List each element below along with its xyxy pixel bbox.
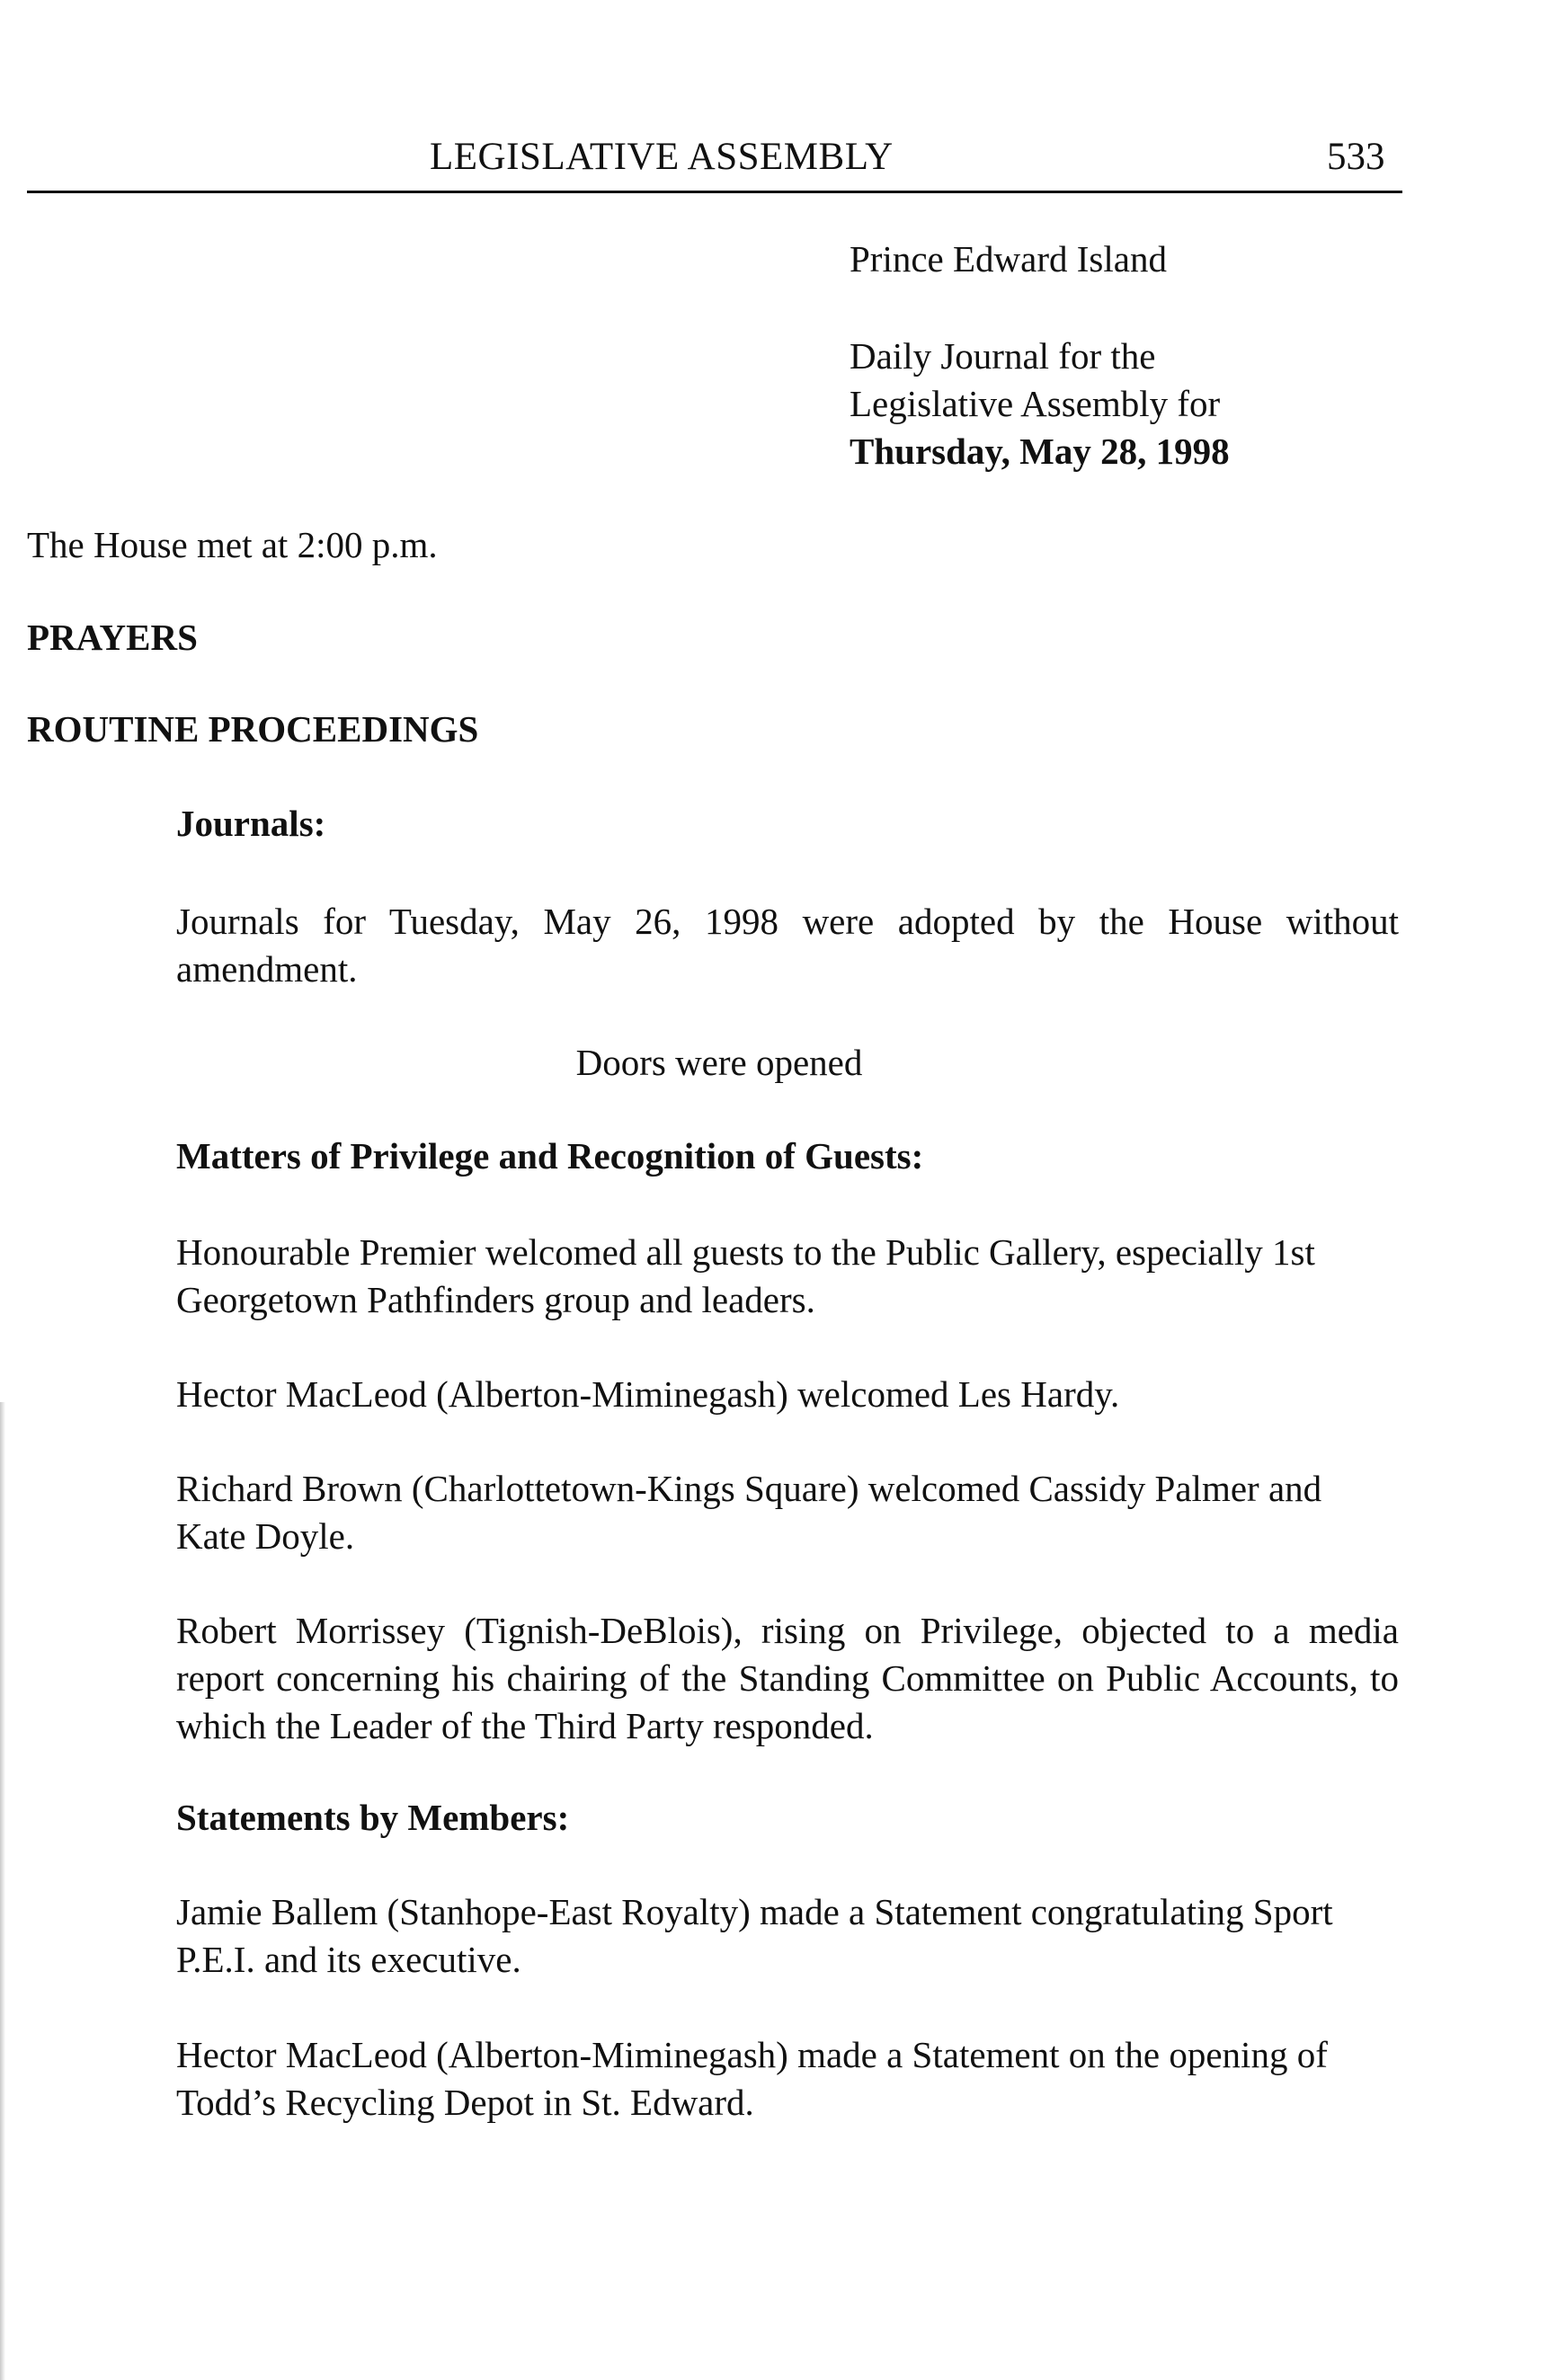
statement-item: Hector MacLeod (Alberton-Miminegash) made a Statement on the opening of Todd’s Recycling Depot in St. Edward. [176,2034,1328,2123]
province-name: Prince Edward Island [850,238,1167,280]
header-rule [27,191,1402,193]
house-met-text: The House met at 2:00 p.m. [27,524,438,565]
page-edge-shadow [0,1402,5,2380]
journal-title-line1: Daily Journal for the [850,335,1156,377]
privilege-item: Robert Morrissey (Tignish-DeBlois), rising on Privilege, objected to a media report concerning his chairing of the Standing Committee on Public Accounts, to which the Leader of the Third Party responded. [176,1610,1399,1746]
statements-heading: Statements by Members: [176,1797,570,1838]
routine-proceedings-heading: ROUTINE PROCEEDINGS [27,708,479,750]
journal-title [850,333,1230,475]
privilege-heading: Matters of Privilege and Recognition of Guests: [176,1135,924,1177]
journal-title-line2: Legislative Assembly for [850,383,1221,424]
journals-heading: Journals: [176,803,326,844]
privilege-item: Hector MacLeod (Alberton-Miminegash) welcomed Les Hardy. [176,1373,1120,1415]
journals-paragraph: Journals for Tuesday, May 26, 1998 were adopted by the House without amendment. [176,901,1399,990]
running-header-title: LEGISLATIVE ASSEMBLY [430,136,894,178]
privilege-item: Richard Brown (Charlottetown-Kings Square) welcomed Cassidy Palmer and Kate Doyle. [176,1468,1322,1557]
sitting-date: Thursday, May 28, 1998 [850,431,1230,472]
doors-opened-text: Doors were opened [575,1042,863,1083]
statement-item: Jamie Ballem (Stanhope-East Royalty) made a Statement congratulating Sport P.E.I. and its executive. [176,1891,1333,1980]
privilege-item: Honourable Premier welcomed all guests to the Public Gallery, especially 1st Georgetown Pathfinders group and leaders. [176,1231,1315,1320]
prayers-heading: PRAYERS [27,617,198,658]
page-number: 533 [1327,136,1385,178]
